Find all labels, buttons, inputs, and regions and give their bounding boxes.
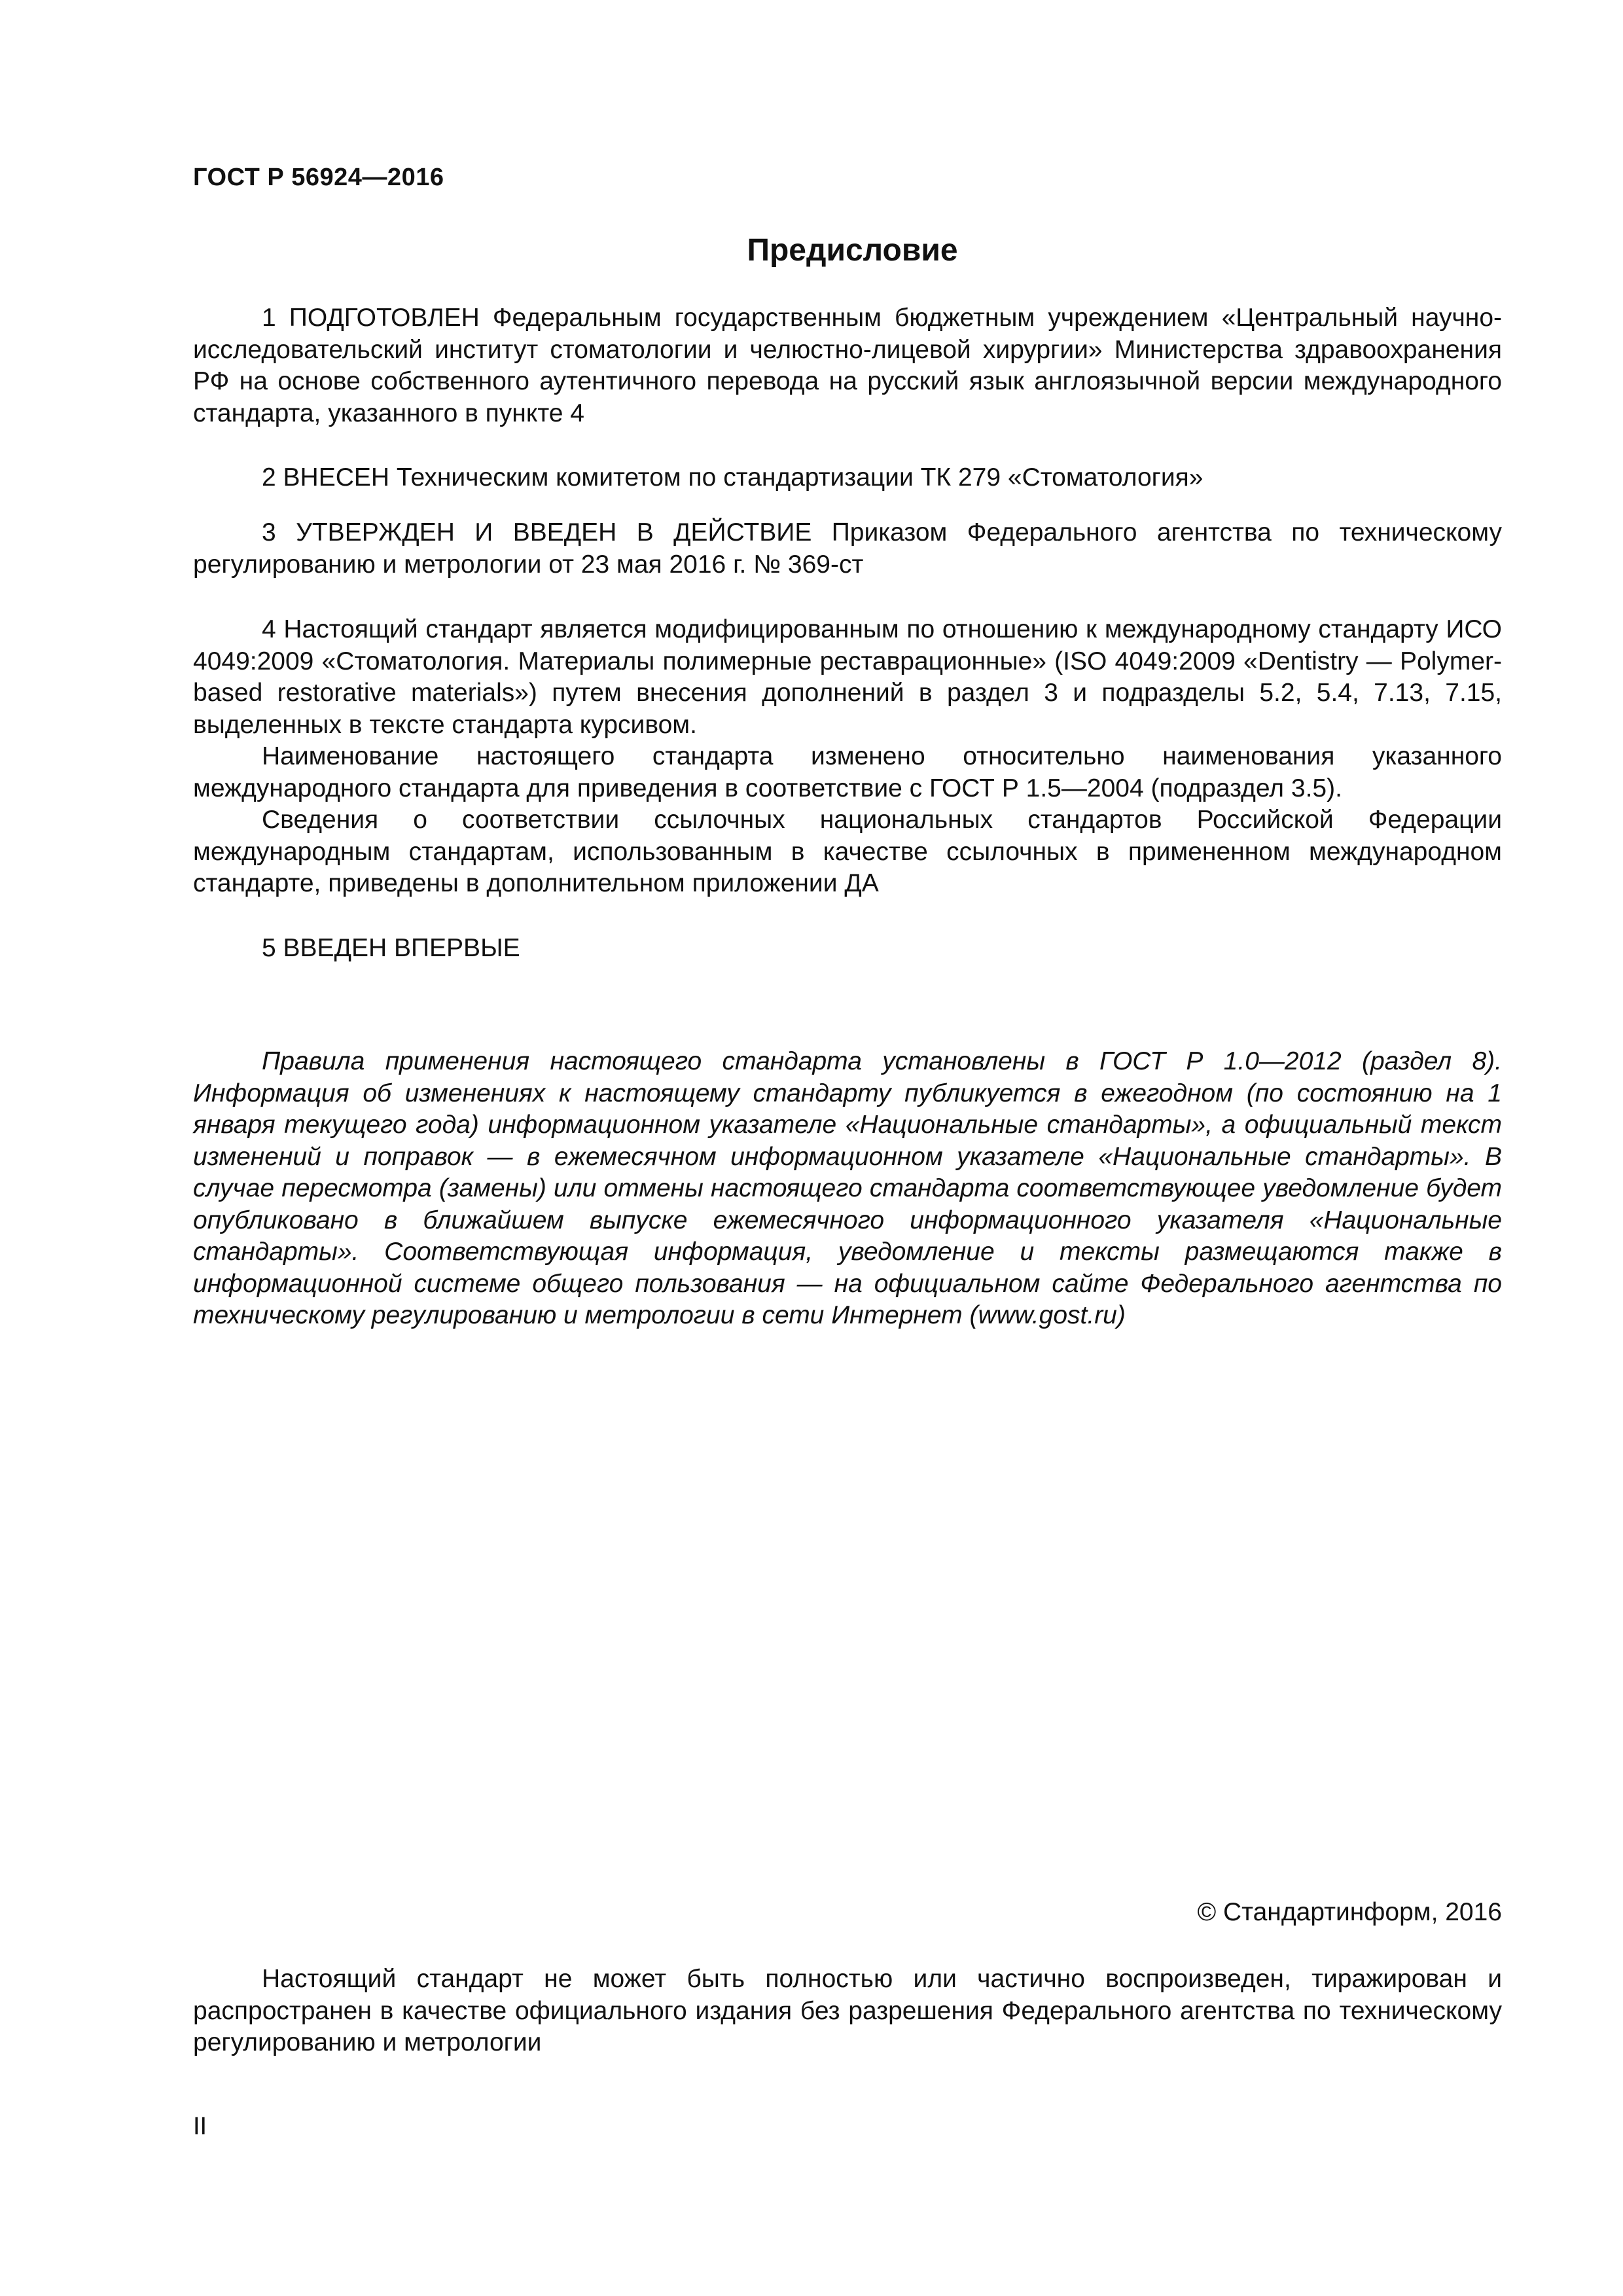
foreword-item-text: 4 Настоящий стандарт является модифицированным по отношению к международному стандарту ИСО 4049:2009 «Стоматология. Материалы полимерные реставрационные» (ISO 4049:2009 «Dentistry — Polymer-based restorative materials») путем внесения дополнений в раздел 3 и подразделы 5.2, 5.4, 7.13, 7.15, выделенных в тексте стандарта курсивом.	[193, 615, 1502, 739]
foreword-item-2	[193, 462, 1502, 494]
page-number: II	[193, 2113, 207, 2140]
foreword-item-text: 1 ПОДГОТОВЛЕН Федеральным государственным бюджетным учреждением «Центральный научно-исследовательский институт стоматологии и челюстно-лицевой хирургии» Министерства здравоохранения РФ на основе собственного аутентичного перевода на русский язык англоязычной версии международного стандарта, указанного в пункте 4	[193, 304, 1502, 427]
foreword-item-3	[193, 517, 1502, 581]
foreword-item-5	[193, 933, 1502, 965]
rules-notice-text: Правила применения настоящего стандарта установлены в ГОСТ Р 1.0—2012 (раздел 8). Информация об изменениях к настоящему стандарту публикуется в ежегодном (по состоянию на 1 января текущего года) информационном указателе «Национальные стандарты», а официальный текст изменений и поправок — в ежемесячном информационном указателе «Национальные стандарты». В случае пересмотра (замены) или отмены настоящего стандарта соответствующее уведомление будет опубликовано в ближайшем выпуске ежемесячного информационного указателя «Национальные стандарты». Соответствующая информация, уведомление и тексты размещаются также в информационной системе общего пользования — на официальном сайте Федерального агентства по техническому регулированию и метрологии в сети Интернет (www.gost.ru)	[193, 1047, 1502, 1329]
foreword-item-1	[193, 302, 1502, 429]
copyright-line: © Стандартинформ, 2016	[1197, 1898, 1502, 1926]
foreword-item-text: 3 УТВЕРЖДЕН И ВВЕДЕН В ДЕЙСТВИЕ Приказом Федерального агентства по техническому регулированию и метрологии от 23 мая 2016 г. № 369-ст	[193, 518, 1502, 579]
foreword-item-4	[193, 614, 1502, 900]
foreword-title: Предисловие	[747, 233, 958, 268]
rules-notice	[193, 1046, 1502, 1332]
foreword-item-text: Сведения о соответствии ссылочных национальных стандартов Российской Федерации международным стандартам, использованным в качестве ссылочных в примененном международном стандарте, приведены в дополнительном приложении ДА	[193, 806, 1502, 897]
foreword-item-text: Наименование настоящего стандарта изменено относительно наименования указанного международного стандарта для приведения в соответствие с ГОСТ Р 1.5—2004 (подраздел 3.5).	[193, 742, 1502, 802]
reproduction-notice	[193, 1964, 1502, 2059]
standard-code-header: ГОСТ Р 56924—2016	[193, 164, 444, 191]
foreword-item-text: 2 ВНЕСЕН Техническим комитетом по стандартизации ТК 279 «Стоматология»	[262, 463, 1204, 492]
foreword-item-text: 5 ВВЕДЕН ВПЕРВЫЕ	[262, 934, 520, 962]
reproduction-notice-text: Настоящий стандарт не может быть полностью или частично воспроизведен, тиражирован и распространен в качестве официального издания без разрешения Федерального агентства по техническому регулированию и метрологии	[193, 1965, 1502, 2056]
